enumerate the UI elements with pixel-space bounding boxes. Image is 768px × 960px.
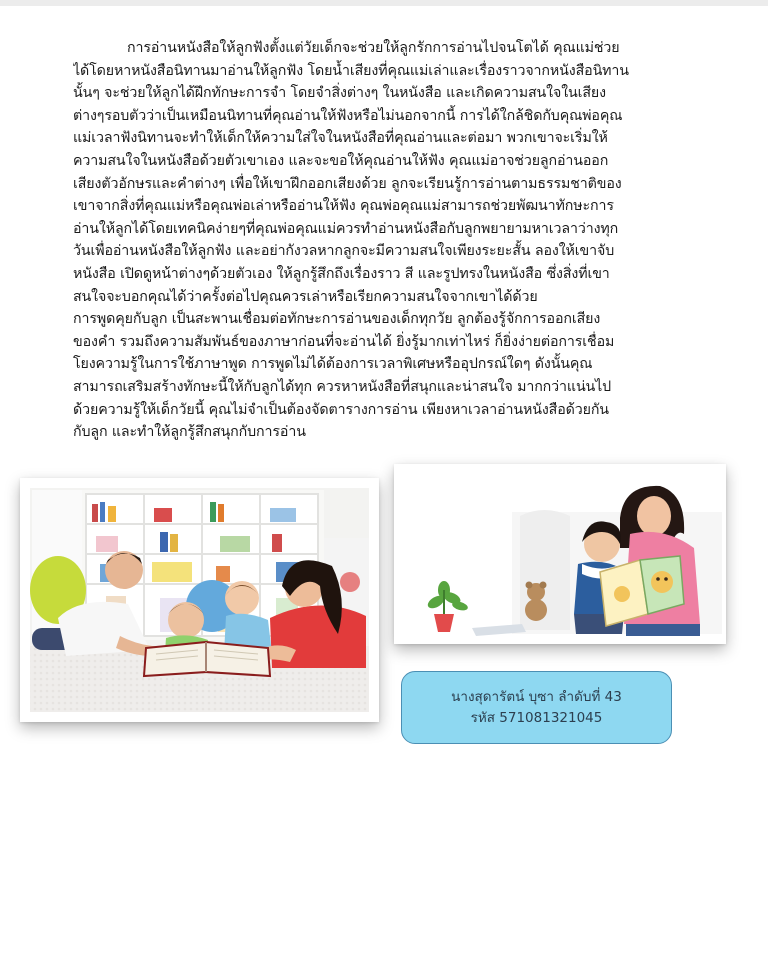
author-name: นางสุดารัตน์ บุซา ลำดับที่ 43 (451, 688, 622, 705)
family-reading-illustration (20, 478, 379, 722)
article-line: อ่านให้ลูกได้โดยเทคนิคง่ายๆที่คุณพ่อคุณแม่ควรทำอ่านหนังสือกับลูกพยายามหาเวลาว่างทุก (73, 220, 619, 237)
page-top-edge (0, 0, 768, 6)
article-line: เสียงตัวอักษรและคำต่างๆ เพื่อให้เขาฝึกออกเสียงด้วย ลูกจะเรียนรู้การอ่านตามธรรมชาติของ (73, 175, 622, 192)
mother-son-reading-illustration (394, 464, 726, 644)
article-line: แม่เวลาฟังนิทานจะทำให้เด็กให้ความใส่ใจในหนังสือที่คุณอ่านและต่อมา พวกเขาจะเริ่มให้ (73, 130, 608, 147)
mother-son-reading-photo (394, 464, 726, 644)
article-line: ต่างๆรอบตัวว่าเป็นเหมือนนิทานที่คุณอ่านให้ฟังหรือไม่นอกจากนี้ การได้ใกล้ชิดกับคุณพ่อคุณ (73, 107, 623, 124)
article-line: โยงความรู้ในการใช้ภาษาพูด การพูดไม่ได้ต้องการเวลาพิเศษหรืออุปกรณ์ใดๆ ดังนั้นคุณ (73, 356, 593, 373)
article-line: ได้โดยหาหนังสือนิทานมาอ่านให้ลูกฟัง โดยน้ำเสียงที่คุณแม่เล่าและเรื่องราวจากหนังสือนิทาน (73, 62, 629, 79)
article-line: หนังสือ เปิดดูหน้าต่างๆด้วยตัวเอง ให้ลูกรู้สึกถึงเรื่องราว สี และรูปทรงในหนังสือ ซึ่งสิ่งที่เขา (73, 265, 610, 282)
article-line: กับลูก และทำให้ลูกรู้สึกสนุกกับการอ่าน (73, 424, 306, 441)
article-line: ความสนใจในหนังสือด้วยตัวเขาเอง และจะขอให้คุณอ่านให้ฟัง คุณแม่อาจช่วยลูกอ่านออก (73, 152, 609, 169)
article-line: สามารถเสริมสร้างทักษะนี้ให้กับลูกได้ทุก ควรหาหนังสือที่สนุกและน่าสนใจ มากกว่าแน่นไป (73, 378, 612, 395)
article-line: การอ่านหนังสือให้ลูกฟังตั้งแต่วัยเด็กจะช่วยให้ลูกรักการอ่านไปจนโตได้ คุณแม่ช่วย (127, 40, 620, 56)
article-body (73, 37, 703, 444)
article-line: ของคำ รวมถึงความสัมพันธ์ของภาษาก่อนที่จะอ่านได้ ยิ่งรู้มากเท่าไหร่ ก็ยิ่งง่ายต่อการเชื่อม (73, 333, 615, 350)
author-student-id: รหัส 571081321045 (470, 709, 603, 726)
article-line: การพูดคุยกับลูก เป็นสะพานเชื่อมต่อทักษะการอ่านของเด็กทุกวัย ลูกต้องรู้จักการออกเสียง (73, 311, 601, 328)
author-name-box (401, 671, 672, 744)
article-line: เขาจากสิ่งที่คุณแม่หรือคุณพ่อเล่าหรืออ่านให้ฟัง คุณพ่อคุณแม่สามารถช่วยพัฒนาทักษะการ (73, 198, 614, 215)
article-line: วันเพื่ออ่านหนังสือให้ลูกฟัง และอย่ากังวลหากลูกจะมีความสนใจเพียงระยะสั้น ลองให้เขาจับ (73, 243, 615, 260)
article-line: ด้วยความรู้ให้เด็กวัยนี้ คุณไม่จำเป็นต้องจัดตารางการอ่าน เพียงหาเวลาอ่านหนังสือด้วยกัน (73, 401, 609, 418)
article-line: สนใจจะบอกคุณได้ว่าครั้งต่อไปคุณควรเล่าหรือเรียกความสนใจจากเขาได้ด้วย (73, 288, 538, 305)
article-line: นั้นๆ จะช่วยให้ลูกได้ฝึกทักษะการจำ โดยจำสิ่งต่างๆ ในหนังสือ และเกิดความสนใจในเสียง (73, 85, 606, 102)
family-reading-photo (20, 478, 379, 722)
